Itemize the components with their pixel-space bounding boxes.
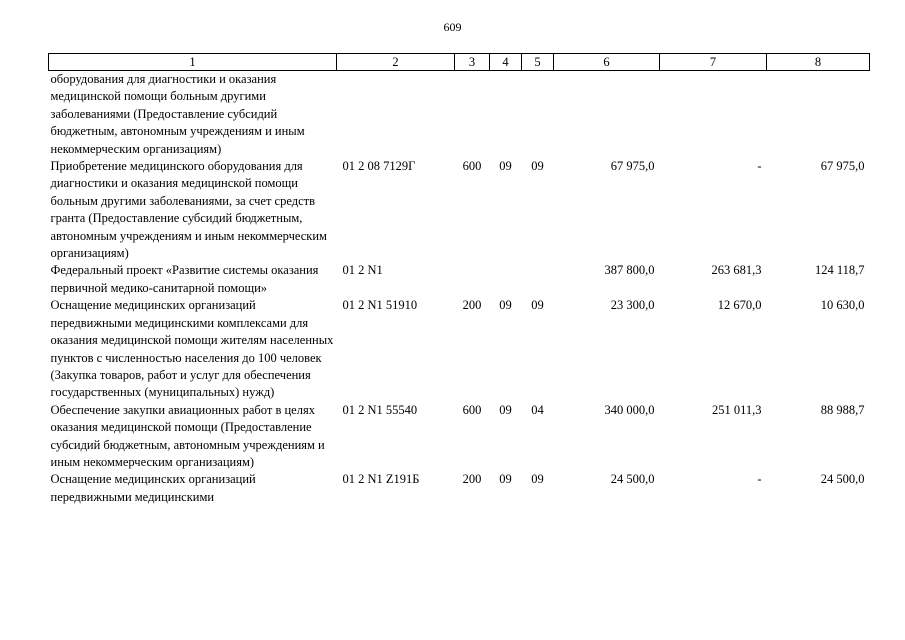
row-rz-cell bbox=[490, 71, 522, 159]
row-value8-cell bbox=[767, 71, 870, 159]
row-code-cell: 01 2 N1 Z191Б bbox=[342, 472, 420, 487]
row-value6-cell: 340 000,0 bbox=[604, 402, 655, 417]
page-number: 609 bbox=[443, 20, 462, 34]
row-value7-cell: - bbox=[757, 159, 762, 174]
column-header-5: 5 bbox=[522, 54, 554, 71]
column-header-7: 7 bbox=[660, 54, 767, 71]
table-row bbox=[49, 402, 870, 472]
table-row bbox=[49, 71, 870, 159]
row-value6-cell: 387 800,0 bbox=[604, 263, 655, 278]
row-pr-cell bbox=[522, 71, 554, 159]
row-vr-cell bbox=[455, 71, 490, 159]
row-vr-cell: 200 bbox=[462, 472, 482, 487]
row-pr-cell: 04 bbox=[531, 402, 544, 417]
row-value7-cell: 12 670,0 bbox=[717, 298, 762, 313]
row-value6-cell: 67 975,0 bbox=[610, 159, 655, 174]
row-vr-cell bbox=[455, 262, 490, 297]
row-vr-cell: 600 bbox=[462, 402, 482, 417]
row-code-cell: 01 2 N1 51910 bbox=[342, 298, 418, 313]
row-rz-cell: 09 bbox=[499, 472, 512, 487]
row-name-cell: Приобретение медицинского оборудования для диагностики и оказания медицинской помощи больным другими заболеваниями, за счет средств гранта (Предоставление субсидий бюджетным, автономным учреждениям и иным некоммерческим организациям) bbox=[50, 159, 327, 261]
row-value6-cell: 24 500,0 bbox=[610, 472, 655, 487]
row-value6-cell: 23 300,0 bbox=[610, 298, 655, 313]
budget-table bbox=[48, 53, 870, 506]
row-value8-cell: 88 988,7 bbox=[820, 402, 865, 417]
row-value6-cell bbox=[554, 71, 660, 159]
row-code-cell: 01 2 N1 bbox=[342, 263, 383, 278]
row-pr-cell: 09 bbox=[531, 298, 544, 313]
table-row bbox=[49, 471, 870, 506]
row-name-cell: Оснащение медицинских организаций передвижными медицинскими bbox=[50, 472, 256, 504]
table-row bbox=[49, 297, 870, 401]
table-row bbox=[49, 158, 870, 262]
column-header-6: 6 bbox=[554, 54, 660, 71]
row-value8-cell: 10 630,0 bbox=[820, 298, 865, 313]
row-name-cell: Оснащение медицинских организаций передвижными медицинскими комплексами для оказания медицинской помощи жителям населенных пунктов с численностью населения до 100 человек (Закупка товаров, работ и услуг для обеспечения государственных (муниципальных) нужд) bbox=[50, 298, 334, 400]
row-rz-cell bbox=[490, 262, 522, 297]
column-header-2: 2 bbox=[337, 54, 455, 71]
row-name-cell: Обеспечение закупки авиационных работ в целях оказания медицинской помощи (Предоставление субсидий бюджетным, автономным учреждениям и иным некоммерческим организациям) bbox=[50, 402, 325, 469]
row-code-cell bbox=[337, 71, 455, 159]
row-name-cell: оборудования для диагностики и оказания медицинской помощи больным другими заболеваниями (Предоставление субсидий бюджетным, автономным учреждениям и иным некоммерческим организациям) bbox=[50, 72, 305, 156]
row-pr-cell: 09 bbox=[531, 472, 544, 487]
row-code-cell: 01 2 08 7129Г bbox=[342, 159, 416, 174]
row-vr-cell: 600 bbox=[462, 159, 482, 174]
row-value7-cell bbox=[660, 71, 767, 159]
row-pr-cell: 09 bbox=[531, 159, 544, 174]
row-vr-cell: 200 bbox=[462, 298, 482, 313]
column-header-1: 1 bbox=[49, 54, 337, 71]
row-rz-cell: 09 bbox=[499, 159, 512, 174]
row-value8-cell: 124 118,7 bbox=[814, 263, 865, 278]
row-value8-cell: 67 975,0 bbox=[820, 159, 865, 174]
row-value7-cell: 251 011,3 bbox=[711, 402, 762, 417]
column-header-8: 8 bbox=[767, 54, 870, 71]
row-value7-cell: - bbox=[757, 472, 762, 487]
row-rz-cell: 09 bbox=[499, 402, 512, 417]
row-value7-cell: 263 681,3 bbox=[711, 263, 762, 278]
row-value8-cell: 24 500,0 bbox=[820, 472, 865, 487]
row-rz-cell: 09 bbox=[499, 298, 512, 313]
row-name-cell: Федеральный проект «Развитие системы оказания первичной медико-санитарной помощи» bbox=[50, 263, 319, 295]
table-row bbox=[49, 262, 870, 297]
column-header-4: 4 bbox=[490, 54, 522, 71]
row-pr-cell bbox=[522, 262, 554, 297]
row-code-cell: 01 2 N1 55540 bbox=[342, 402, 418, 417]
header-row bbox=[49, 54, 870, 71]
column-header-3: 3 bbox=[455, 54, 490, 71]
